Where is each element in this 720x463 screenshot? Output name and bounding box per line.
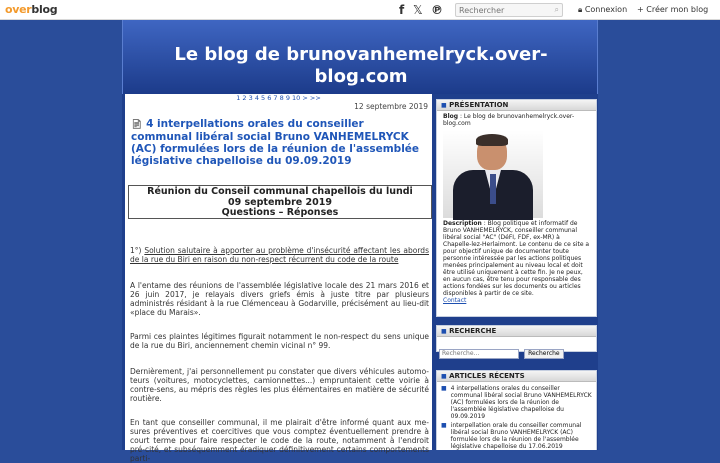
description-label: Description [443,220,482,227]
blog-value: : Le blog de brunovanhemelryck.over-blog.com [443,113,575,127]
facebook-icon[interactable]: f [399,3,405,17]
create-blog-link[interactable]: + Créer mon blog [637,5,709,14]
blog-label: Blog [443,113,459,120]
document-icon: 📄︎ [131,120,143,130]
sidebar-search-input[interactable] [439,349,519,359]
paragraph-5: En tant que conseiller communal, il me plairait d'être informé quant aux me-sures préventives et coercitives que vous comptez éventuellement prendre à court terme pour faire respecter le code de la route, notamment à l'endroit pré-cité, et subséquemment éradiquer définitivement certains comportements parti- [130,418,429,463]
meeting-heading-box [128,185,432,219]
recent-articles-heading-text: ARTICLES RÉCENTS [449,372,525,380]
overblog-logo[interactable] [5,3,57,16]
author-photo [443,130,543,218]
heading-bullet-icon: ■ [441,373,447,380]
heading-bullet-icon: ■ [441,328,447,335]
top-bar [0,0,720,20]
logo-part-blog: blog [31,3,58,16]
recent-articles-heading [437,371,596,382]
top-search-box[interactable] [455,3,563,17]
bullet-icon: ■ [441,385,447,392]
recent-article-title: interpellation orale du conseiller communal libéral social Bruno VANHEMELRYCK (AC) formulée lors de la réunion de l'assemblée législative chapelloise du 17.06.2019 [450,422,582,450]
lock-icon: 🔒︎ [578,5,583,14]
search-icon[interactable]: ⌕ [554,5,559,14]
blog-info [443,113,590,127]
pinterest-icon[interactable]: ℗ [431,3,443,17]
blog-title-line2: blog.com [314,66,408,87]
recent-article-title: 4 interpellations orales du conseiller communal libéral social Bruno VANHEMELRYCK (AC) formulées lors de la réunion de l'assemblée législative chapelloise du 09.09.2019 [450,385,592,420]
presentation-widget [436,99,597,317]
blog-header [122,20,598,94]
search-heading-text: RECHERCHE [449,327,497,335]
presentation-heading-text: PRÉSENTATION [449,101,509,109]
x-icon[interactable]: 𝕏 [413,3,423,17]
bullet-icon: ■ [441,422,447,429]
paragraph-1-prefix: 1°) [130,246,145,255]
blog-title-line1: Le blog de brunovanhemelryck.over- [174,44,548,65]
blog-title[interactable] [123,44,599,88]
post-content [125,94,432,463]
list-item[interactable] [441,422,592,450]
top-search-input[interactable] [459,4,549,16]
presentation-body [437,111,596,306]
login-label: Connexion [584,5,628,14]
post-date: 12 septembre 2019 [354,102,428,111]
paragraph-2: A l'entame des réunions de l'assemblée législative locale des 21 mars 2016 et 26 juin 2017, je relayais divers griefs émis à juste titre par plusieurs administrés résidant à la rue Clémenceau à Godarville, précisément au lieu-dit «place du Marais». [130,281,429,317]
sidebar-search-button[interactable]: Recherche [524,349,564,359]
presentation-heading [437,100,596,111]
post-title-link[interactable] [131,118,426,167]
login-link[interactable] [578,5,627,15]
paragraph-1 [130,246,429,264]
search-widget [436,325,597,357]
pagination[interactable]: 1 2 3 4 5 6 7 8 9 10 > >> [236,94,321,102]
contact-link[interactable]: Contact [443,297,467,304]
post-title-text: 4 interpellations orales du conseiller communal libéral social Bruno VANHEMELRYCK (AC) formulées lors de la réunion de l'assemblée législative chapelloise du 09.09.2019 [131,118,420,167]
paragraph-3: Parmi ces plaintes légitimes figurait notamment le non-respect du sens unique de la rue du Biri, anciennement chemin vicinal n° 99. [130,332,429,350]
logo-part-over: over [5,3,32,16]
heading-bullet-icon: ■ [441,102,447,109]
meeting-line1: Réunion du Conseil communal chapellois du lundi [147,186,413,197]
paragraph-4: Dernièrement, j'ai personnellement pu constater que divers véhicules automo-teurs (voitures, motocyclettes, camionnettes...) empruntaient cette voirie à contre-sens, au mépris des règles les plus élémentaires en matière de sécurité routière. [130,367,429,403]
search-heading [437,326,596,337]
list-item[interactable] [441,385,592,420]
description-value: : Blog politique et informatif de Bruno VANHEMELRYCK, conseiller communal libéral social "AC" (DéFI, FDF, ex-MR) à Chapelle-lez-Herlaimont. Le contenu de ce site a pour objectif unique de documenter toute personne intéressée par les actions politiques menées principalement au niveau local et doit être utilisé uniquement à cette fin. Je ne peux, en aucun cas, être tenu pour responsable des actions fondées sur les documents ou articles disponibles à partir de ce site. [443,220,590,297]
paragraph-1-heading: Solution salutaire à apporter au problème d'insécurité affectant les abords de la rue du Biri en raison du non-respect récurrent du code de la route [130,246,429,264]
meeting-line2: 09 septembre 2019 [228,196,332,208]
recent-articles-list [437,382,596,455]
blog-description [443,220,590,297]
search-row [437,337,596,362]
recent-articles-widget [436,370,597,450]
meeting-line3: Questions – Réponses [221,207,339,218]
